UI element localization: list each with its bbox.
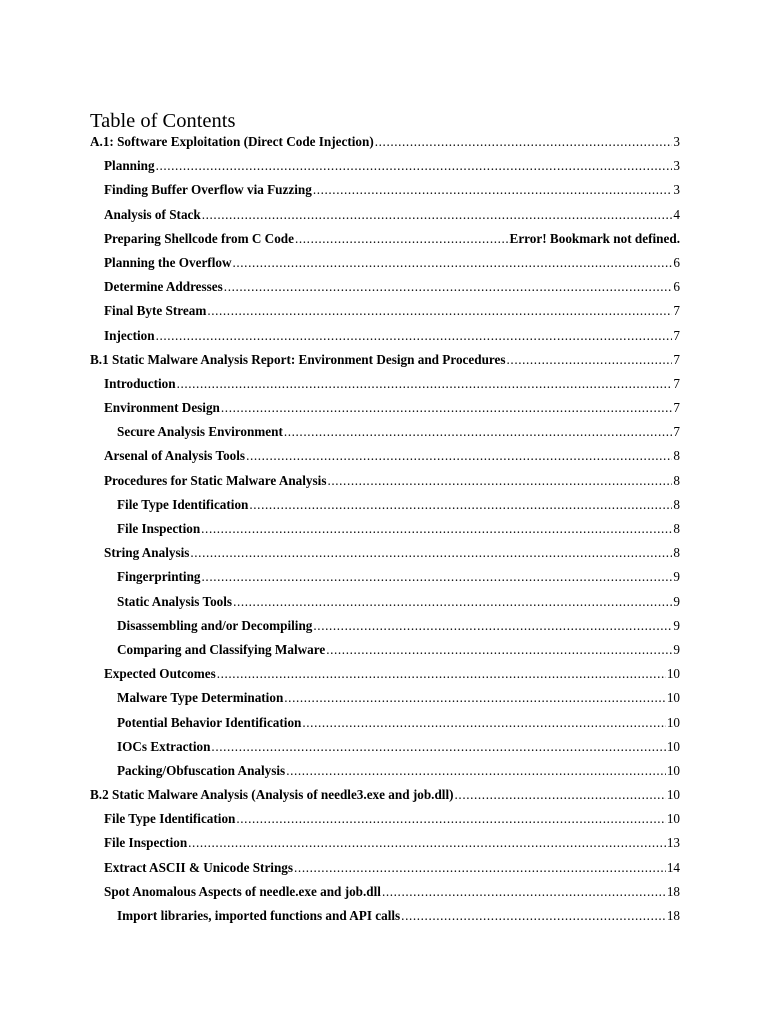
toc-dot-leader xyxy=(326,642,672,658)
toc-entry-page-number[interactable]: 3 xyxy=(673,158,680,174)
toc-entry[interactable] xyxy=(90,473,680,497)
toc-entry-page-number[interactable]: 7 xyxy=(673,327,680,343)
toc-entry-title[interactable]: Packing/Obfuscation Analysis xyxy=(117,762,286,778)
toc-dot-leader xyxy=(202,569,673,585)
toc-entry-page-number[interactable]: 8 xyxy=(673,496,680,512)
toc-entry-title[interactable]: Finding Buffer Overflow via Fuzzing xyxy=(104,182,312,198)
toc-dot-leader xyxy=(294,860,666,876)
toc-entry-title[interactable]: File Type Identification xyxy=(104,811,236,827)
toc-entry-title[interactable]: Expected Outcomes xyxy=(104,666,216,682)
toc-entry[interactable] xyxy=(90,690,680,714)
toc-entry-page-number[interactable]: Error! Bookmark not defined. xyxy=(509,230,680,246)
toc-entry-title[interactable]: B.2 Static Malware Analysis (Analysis of needle3.exe and job.dll) xyxy=(90,787,454,803)
toc-entry[interactable] xyxy=(90,424,680,448)
toc-list xyxy=(90,134,680,932)
toc-entry[interactable] xyxy=(90,908,680,932)
toc-entry[interactable] xyxy=(90,158,680,182)
toc-entry[interactable] xyxy=(90,666,680,690)
toc-dot-leader xyxy=(221,400,673,416)
toc-entry-title[interactable]: File Inspection xyxy=(104,835,188,851)
toc-entry-title[interactable]: File Type Identification xyxy=(117,496,249,512)
toc-dot-leader xyxy=(286,763,666,779)
toc-entry-title[interactable]: Disassembling and/or Decompiling xyxy=(117,617,313,633)
toc-entry-page-number[interactable]: 7 xyxy=(673,351,680,367)
toc-dot-leader xyxy=(507,352,673,368)
toc-entry[interactable] xyxy=(90,134,680,158)
toc-entry[interactable] xyxy=(90,521,680,545)
toc-entry-page-number[interactable]: 9 xyxy=(673,569,680,585)
toc-entry[interactable] xyxy=(90,279,680,303)
toc-entry-page-number[interactable]: 7 xyxy=(673,375,680,391)
toc-entry-title[interactable]: Malware Type Determination xyxy=(117,690,284,706)
toc-entry[interactable] xyxy=(90,763,680,787)
toc-dot-leader xyxy=(401,908,666,924)
toc-entry[interactable] xyxy=(90,231,680,255)
toc-entry-page-number[interactable]: 18 xyxy=(666,883,680,899)
toc-dot-leader xyxy=(201,521,672,537)
toc-entry[interactable] xyxy=(90,594,680,618)
toc-entry-page-number[interactable]: 6 xyxy=(673,279,680,295)
toc-dot-leader xyxy=(313,618,672,634)
toc-entry[interactable] xyxy=(90,811,680,835)
toc-dot-leader xyxy=(224,279,673,295)
toc-dot-leader xyxy=(207,303,672,319)
toc-entry-title[interactable]: IOCs Extraction xyxy=(117,738,211,754)
toc-entry-title[interactable]: String Analysis xyxy=(104,545,190,561)
toc-dot-leader xyxy=(302,715,665,731)
toc-dot-leader xyxy=(236,811,665,827)
toc-dot-leader xyxy=(313,182,673,198)
toc-entry[interactable] xyxy=(90,569,680,593)
toc-entry[interactable] xyxy=(90,787,680,811)
toc-entry-title[interactable]: Extract ASCII & Unicode Strings xyxy=(104,859,294,875)
toc-entry[interactable] xyxy=(90,352,680,376)
toc-entry-page-number[interactable]: 8 xyxy=(673,448,680,464)
toc-entry[interactable] xyxy=(90,739,680,763)
toc-entry-title[interactable]: Introduction xyxy=(104,375,176,391)
toc-entry[interactable] xyxy=(90,545,680,569)
toc-entry-title[interactable]: File Inspection xyxy=(117,521,201,536)
toc-entry-page-number[interactable]: 13 xyxy=(666,835,680,851)
toc-entry-page-number[interactable]: 3 xyxy=(673,182,680,198)
toc-entry-title[interactable]: Environment Design xyxy=(104,400,220,416)
toc-entry[interactable] xyxy=(90,207,680,231)
toc-dot-leader xyxy=(156,158,673,174)
toc-entry-page-number[interactable]: 8 xyxy=(673,545,680,561)
toc-entry-title[interactable]: Analysis of Stack xyxy=(104,206,201,222)
toc-entry[interactable] xyxy=(90,255,680,279)
toc-entry[interactable] xyxy=(90,182,680,206)
toc-dot-leader xyxy=(375,134,673,150)
toc-dot-leader xyxy=(327,473,672,489)
toc-dot-leader xyxy=(455,787,666,803)
toc-entry-page-number[interactable]: 9 xyxy=(673,617,680,633)
toc-entry[interactable] xyxy=(90,835,680,859)
toc-entry-title[interactable]: Injection xyxy=(104,327,155,343)
toc-entry-page-number[interactable]: 7 xyxy=(673,303,680,319)
toc-entry-page-number[interactable]: 10 xyxy=(666,811,680,827)
toc-entry-title[interactable]: Preparing Shellcode from C Code xyxy=(104,230,294,246)
toc-entry-page-number[interactable]: 9 xyxy=(673,641,680,657)
toc-dot-leader xyxy=(284,424,673,440)
toc-dot-leader xyxy=(202,207,673,223)
toc-entry-page-number[interactable]: 9 xyxy=(673,593,680,609)
toc-entry-page-number[interactable]: 6 xyxy=(673,254,680,270)
toc-entry-page-number[interactable]: 10 xyxy=(666,738,680,754)
toc-entry-title[interactable]: Final Byte Stream xyxy=(104,303,207,319)
toc-dot-leader xyxy=(190,545,672,561)
toc-entry-title[interactable]: B.1 Static Malware Analysis Report: Environment Design and Procedures xyxy=(90,351,506,367)
toc-dot-leader xyxy=(217,666,666,682)
toc-entry-title[interactable]: Import libraries, imported functions and API calls xyxy=(117,908,401,923)
toc-entry[interactable] xyxy=(90,618,680,642)
toc-entry[interactable] xyxy=(90,303,680,327)
toc-dot-leader xyxy=(188,835,666,851)
toc-dot-leader xyxy=(249,497,672,513)
toc-entry-title[interactable]: Arsenal of Analysis Tools xyxy=(104,448,246,464)
toc-entry-page-number[interactable]: 10 xyxy=(666,666,680,682)
toc-entry[interactable] xyxy=(90,376,680,400)
toc-entry-title[interactable]: Planning the Overflow xyxy=(104,254,232,270)
toc-entry-title[interactable]: Procedures for Static Malware Analysis xyxy=(104,472,327,488)
toc-dot-leader xyxy=(177,376,673,392)
toc-entry-page-number[interactable]: 10 xyxy=(666,714,680,730)
toc-entry[interactable] xyxy=(90,860,680,884)
toc-dot-leader xyxy=(284,690,666,706)
toc-entry-title[interactable]: Planning xyxy=(104,158,155,174)
toc-entry[interactable] xyxy=(90,400,680,424)
toc-entry-page-number[interactable]: 7 xyxy=(673,424,680,440)
toc-dot-leader xyxy=(233,594,672,610)
toc-entry[interactable] xyxy=(90,328,680,352)
toc-entry-page-number[interactable]: 8 xyxy=(673,472,680,488)
toc-entry-page-number[interactable]: 4 xyxy=(673,206,680,222)
toc-entry-title[interactable]: A.1: Software Exploitation (Direct Code Injection) xyxy=(90,134,374,149)
toc-entry[interactable] xyxy=(90,715,680,739)
toc-entry[interactable] xyxy=(90,642,680,666)
toc-entry-title[interactable]: Spot Anomalous Aspects of needle.exe and job.dll xyxy=(104,883,381,899)
toc-entry-title[interactable]: Potential Behavior Identification xyxy=(117,714,302,730)
toc-heading: Table of Contents xyxy=(90,110,236,132)
toc-entry-page-number[interactable]: 10 xyxy=(666,690,680,706)
toc-entry[interactable] xyxy=(90,497,680,521)
toc-entry-page-number[interactable]: 10 xyxy=(666,787,680,803)
toc-dot-leader xyxy=(382,884,666,900)
toc-dot-leader xyxy=(295,231,509,247)
toc-dot-leader xyxy=(211,739,665,755)
toc-entry-title[interactable]: Comparing and Classifying Malware xyxy=(117,641,326,657)
toc-entry-page-number[interactable]: 18 xyxy=(666,908,680,923)
toc-entry[interactable] xyxy=(90,448,680,472)
toc-entry-title[interactable]: Secure Analysis Environment xyxy=(117,424,283,440)
toc-entry-page-number[interactable]: 8 xyxy=(673,521,680,536)
toc-entry-page-number[interactable]: 14 xyxy=(666,859,680,875)
toc-entry-title[interactable]: Fingerprinting xyxy=(117,569,201,585)
toc-entry-title[interactable]: Determine Addresses xyxy=(104,279,223,295)
toc-dot-leader xyxy=(232,255,672,271)
toc-dot-leader xyxy=(156,328,673,344)
toc-entry-page-number[interactable]: 3 xyxy=(673,134,680,149)
toc-entry-page-number[interactable]: 10 xyxy=(666,762,680,778)
toc-entry-page-number[interactable]: 7 xyxy=(673,400,680,416)
toc-entry-title[interactable]: Static Analysis Tools xyxy=(117,593,233,609)
toc-entry[interactable] xyxy=(90,884,680,908)
toc-dot-leader xyxy=(246,448,672,464)
